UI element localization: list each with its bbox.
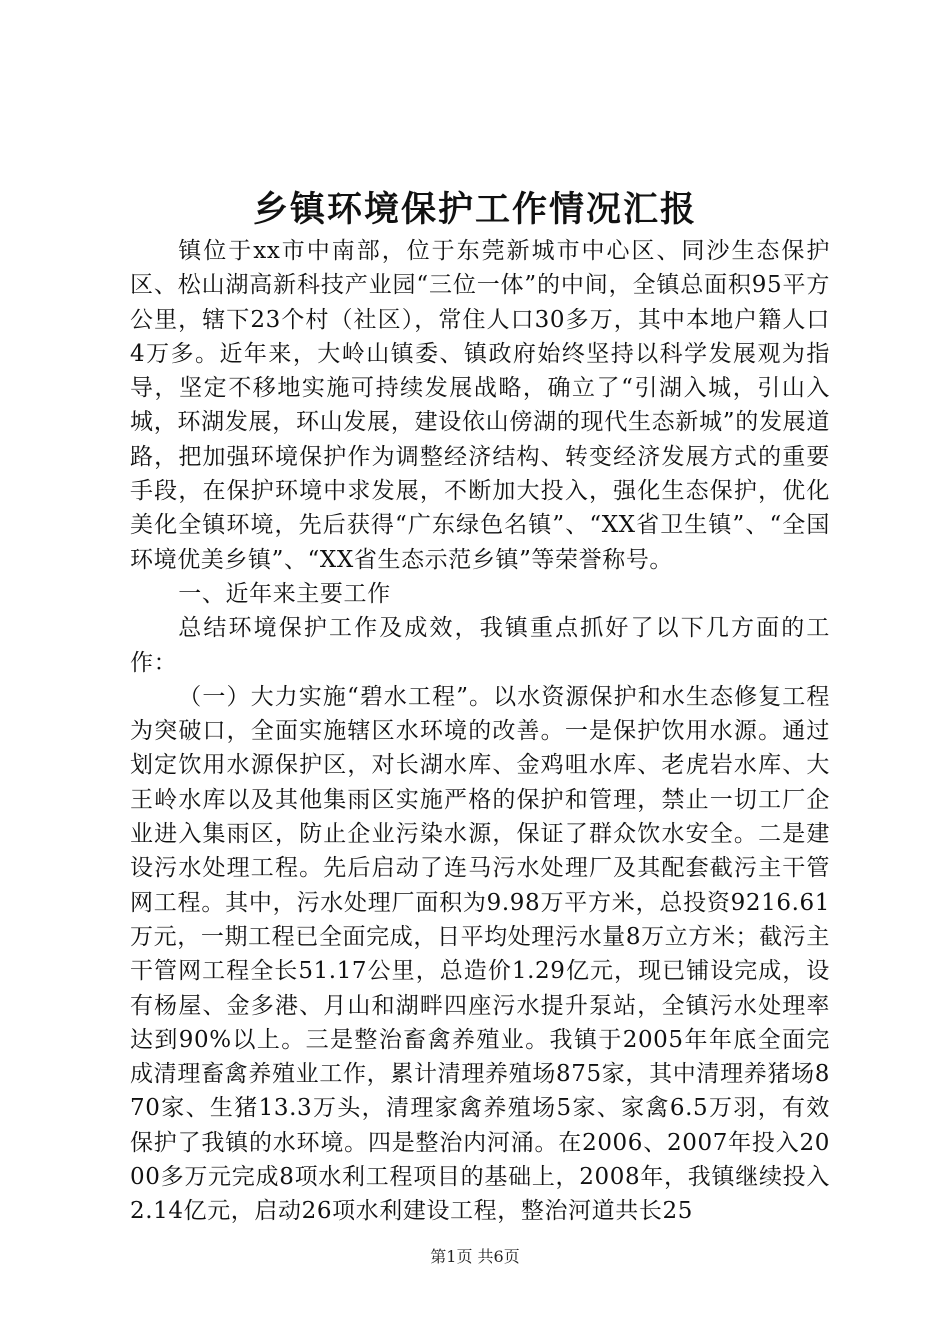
document-body [130,234,830,1229]
intro-paragraph: 镇位于xx市中南部，位于东莞新城市中心区、同沙生态保护区、松山湖高新科技产业园“三位一体”的中间，全镇总面积95平方公里，辖下23个村（社区），常住人口30多万，其中本地户籍人口4万多。近年来，大岭山镇委、镇政府始终坚持以科学发展观为指导，坚定不移地实施可持续发展战略，确立了“引湖入城，引山入城，环湖发展，环山发展，建设依山傍湖的现代生态新城”的发展道路，把加强环境保护作为调整经济结构、转变经济发展方式的重要手段，在保护环境中求发展，不断加大投入，强化生态保护，优化美化全镇环境，先后获得“广东绿色名镇”、“XX省卫生镇”、“全国环境优美乡镇”、“XX省生态示范乡镇”等荣誉称号。 [130,238,830,573]
document-title: 乡镇环境保护工作情况汇报 [252,189,697,230]
summary-paragraph: 总结环境保护工作及成效，我镇重点抓好了以下几方面的工作： [130,615,830,676]
section-heading: 一、近年来主要工作 [178,580,391,607]
water-project-paragraph: （一）大力实施“碧水工程”。以水资源保护和水生态修复工程为突破口，全面实施辖区水环境的改善。一是保护饮用水源。通过划定饮用水源保护区，对长湖水库、金鸡咀水库、老虎岩水库、大王岭水库以及其他集雨区实施严格的保护和管理，禁止一切工厂企业进入集雨区，防止企业污染水源，保证了群众饮水安全。二是建设污水处理工程。先后启动了连马污水处理厂及其配套截污主干管网工程。其中，污水处理厂面积为9.98万平方米，总投资9216.61万元，一期工程已全面完成，日平均处理污水量8万立方米；截污主干管网工程全长51.17公里，总造价1.29亿元，现已铺设完成，设有杨屋、金多港、月山和湖畔四座污水提升泵站，全镇污水处理率达到90%以上。三是整治畜禽养殖业。我镇于2005年年底全面完成清理畜禽养殖业工作，累计清理养殖场875家，其中清理养猪场870家、生猪13.3万头，清理家禽养殖场5家、家禽6.5万羽，有效保护了我镇的水环境。四是整治内河涌。在2006、2007年投入2000多万元完成8项水利工程项目的基础上，2008年，我镇继续投入2.14亿元，启动26项水利建设工程，整治河道共长25 [130,683,830,1225]
page-footer: 第1页 共6页 [430,1247,520,1266]
